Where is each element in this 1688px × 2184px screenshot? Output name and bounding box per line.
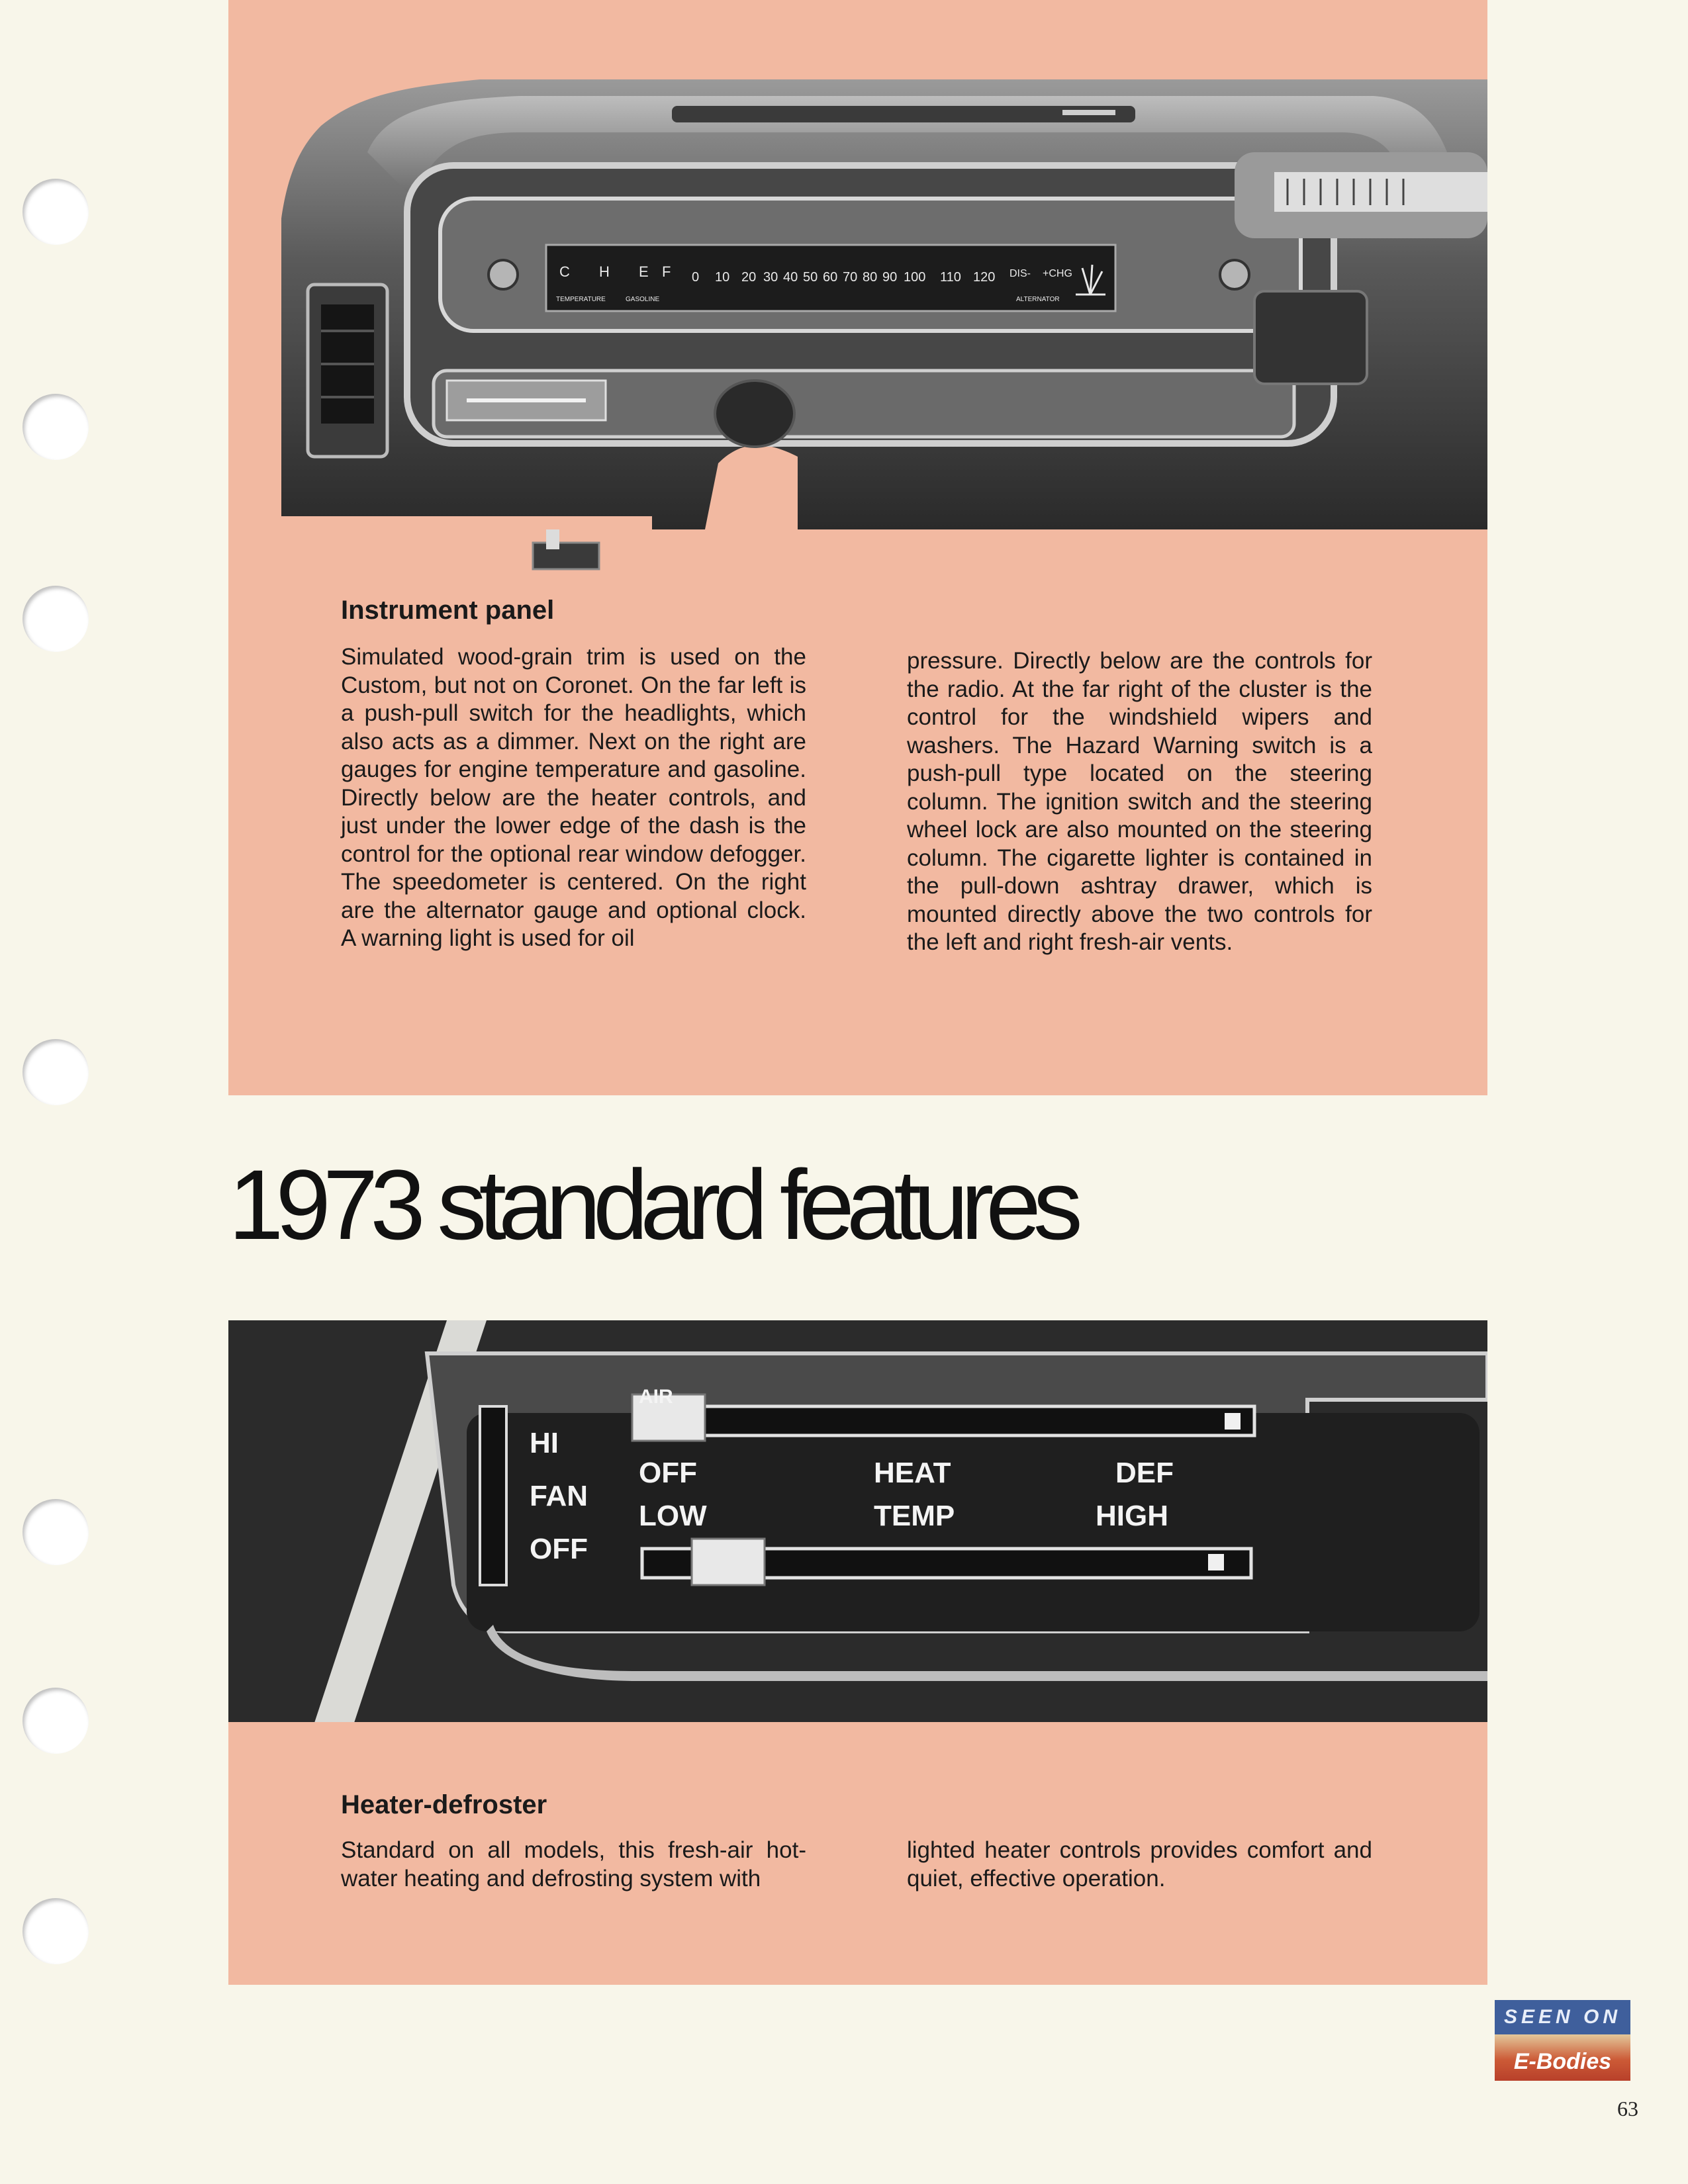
binder-hole: [23, 1898, 89, 1964]
speed-70-label: 70: [843, 270, 858, 285]
def-label: DEF: [1115, 1457, 1174, 1489]
page-number: 63: [1617, 2097, 1638, 2120]
instrument-panel-text-col1: Simulated wood-grain trim is used on the Custom, but not on Coronet. On the far left is a push-pull switch for the headlights, which also acts as a dimmer. Next on the right are gauges for engine temperature and gasoline. Directly below are the heater controls, and just under the lower edge of the dash is the control for the optional rear window defogger. The speedometer is centered. On the right are the alternator gauge and optional clock. A warning light is used for oil: [341, 644, 806, 951]
gauge-f-label: F: [662, 263, 671, 280]
heater-defroster-text-col1: Standard on all models, this fresh-air hot-water heating and defrosting system with: [341, 1837, 806, 1891]
air-label: AIR: [639, 1386, 673, 1408]
binder-hole: [23, 394, 89, 460]
instrument-panel-text-col2: pressure. Directly below are the controls for the radio. At the far right of the cluster is the control for the windshield wipers and washers. The Hazard Warning switch is a push-pull type located on the steering column. The ignition switch and the steering wheel lock are also mounted on the steering column. The cigarette lighter is contained in the pull-down ashtray drawer, which is mounted directly above the two controls for the left and right fresh-air vents.: [907, 648, 1372, 955]
heat-label: HEAT: [874, 1457, 951, 1489]
fan-hi-label: HI: [530, 1427, 559, 1459]
badge-top-text: SEEN ON: [1495, 2000, 1630, 2034]
instrument-panel-heading: Instrument panel: [341, 596, 555, 625]
speed-20-label: 20: [741, 270, 757, 285]
binder-hole: [23, 1039, 89, 1105]
page-title: 1973 standard features: [228, 1149, 1075, 1260]
speed-50-label: 50: [803, 270, 818, 285]
binder-hole: [23, 586, 89, 652]
badge-bottom-text: E-Bodies: [1495, 2034, 1630, 2081]
alt-dis-label: DIS-: [1009, 268, 1031, 279]
fan-label: FAN: [530, 1480, 588, 1512]
gasoline-label: GASOLINE: [626, 296, 660, 303]
low-label: LOW: [639, 1500, 707, 1532]
watermark-badge: [1495, 2000, 1630, 2081]
speed-0-label: 0: [692, 270, 700, 285]
speed-90-label: 90: [882, 270, 898, 285]
fan-off-label: OFF: [530, 1533, 588, 1565]
heater-defroster-heading: Heater-defroster: [341, 1790, 547, 1819]
off-label: OFF: [639, 1457, 697, 1489]
speed-60-label: 60: [823, 270, 838, 285]
gauge-e-label: E: [639, 263, 649, 280]
binder-hole: [23, 1688, 89, 1754]
high-label: HIGH: [1096, 1500, 1168, 1532]
heater-defroster-text-col2: lighted heater controls provides comfort and quiet, effective operation.: [907, 1837, 1372, 1891]
binder-hole: [23, 1499, 89, 1565]
gauge-c-label: C: [559, 263, 570, 280]
speed-100-label: 100: [904, 270, 926, 285]
speed-120-label: 120: [973, 270, 996, 285]
speed-110-label: 110: [940, 270, 961, 285]
speed-30-label: 30: [763, 270, 778, 285]
heater-controls-photo: [228, 1320, 1487, 1723]
speed-10-label: 10: [715, 270, 730, 285]
speed-80-label: 80: [863, 270, 878, 285]
binder-hole: [23, 179, 89, 245]
dashboard-photo: [281, 66, 1487, 582]
alternator-label: ALTERNATOR: [1016, 296, 1060, 303]
temp-label: TEMP: [874, 1500, 955, 1532]
gauge-h-label: H: [599, 263, 610, 280]
speed-40-label: 40: [783, 270, 798, 285]
alt-chg-label: +CHG: [1043, 268, 1072, 279]
temperature-label: TEMPERATURE: [556, 296, 606, 303]
